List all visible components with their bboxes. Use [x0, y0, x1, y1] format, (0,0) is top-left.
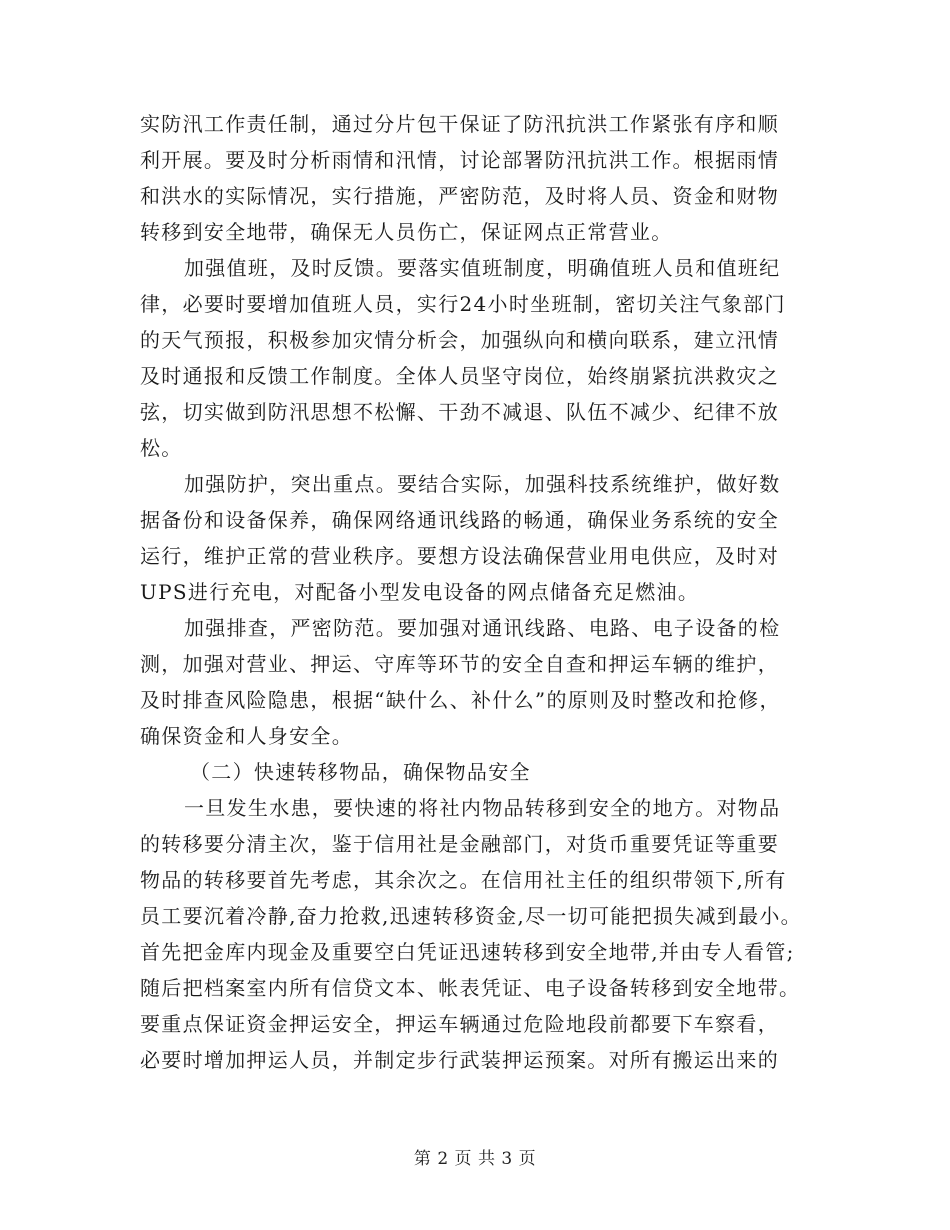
text-line: UPS进行充电，对配备小型发电设备的网点储备充足燃油。 [140, 580, 700, 604]
text-line: 弦，切实做到防汛思想不松懈、干劲不减退、队伍不减少、纪律不放 [140, 400, 779, 424]
text-line: 物品的转移要首先考虑，其余次之。在信用社主任的组织带领下,所有 [140, 868, 787, 892]
text-line: 实防汛工作责任制，通过分片包干保证了防汛抗洪工作紧张有序和顺 [140, 112, 779, 136]
text-line: 确保资金和人身安全。 [140, 724, 353, 748]
page-number-footer: 第 2 页 共 3 页 [413, 1149, 537, 1169]
text-line: 和洪水的实际情况，实行措施，严密防范，及时将人员、资金和财物 [140, 184, 779, 208]
text-line: 转移到安全地带，确保无人员伤亡，保证网点正常营业。 [140, 220, 673, 244]
text-line: 要重点保证资金押运安全，押运车辆通过危险地段前都要下车察看， [140, 1012, 779, 1036]
paragraph-start-line: 一旦发生水患，要快速的将社内物品转移到安全的地方。对物品 [184, 796, 781, 820]
text-line: 利开展。要及时分析雨情和汛情，讨论部署防汛抗洪工作。根据雨情 [140, 148, 779, 172]
text-line: 及时排查风险隐患，根据“缺什么、补什么”的原则及时整改和抢修， [140, 688, 781, 712]
text-line: 律，必要时要增加值班人员，实行24小时坐班制，密切关注气象部门 [140, 292, 786, 316]
text-line: 运行，维护正常的营业秩序。要想方设法确保营业用电供应，及时对 [140, 544, 779, 568]
paragraph-start-line: 加强值班，及时反馈。要落实值班制度，明确值班人员和值班纪 [184, 256, 781, 280]
section-heading: （二）快速转移物品，确保物品安全 [190, 760, 531, 784]
text-line: 首先把金库内现金及重要空白凭证迅速转移到安全地带,并由专人看管; [140, 940, 795, 964]
text-line: 测，加强对营业、押运、守库等环节的安全自查和押运车辆的维护， [140, 652, 779, 676]
text-line: 必要时增加押运人员，并制定步行武装押运预案。对所有搬运出来的 [140, 1048, 779, 1072]
paragraph-start-line: 加强排查，严密防范。要加强对通讯线路、电路、电子设备的检 [184, 616, 781, 640]
body-text [140, 106, 820, 1078]
text-line: 据备份和设备保养，确保网络通讯线路的畅通，确保业务系统的安全 [140, 508, 779, 532]
text-line: 员工要沉着冷静,奋力抢救,迅速转移资金,尽一切可能把损失减到最小。 [140, 904, 802, 928]
text-line: 的天气预报，积极参加灾情分析会，加强纵向和横向联系，建立汛情 [140, 328, 779, 352]
text-line: 的转移要分清主次，鉴于信用社是金融部门，对货币重要凭证等重要 [140, 832, 779, 856]
text-line: 及时通报和反馈工作制度。全体人员坚守岗位，始终崩紧抗洪救灾之 [140, 364, 779, 388]
text-line: 随后把档案室内所有信贷文本、帐表凭证、电子设备转移到安全地带。 [140, 976, 801, 1000]
text-line: 松。 [140, 436, 183, 460]
paragraph-start-line: 加强防护，突出重点。要结合实际，加强科技系统维护，做好数 [184, 472, 781, 496]
